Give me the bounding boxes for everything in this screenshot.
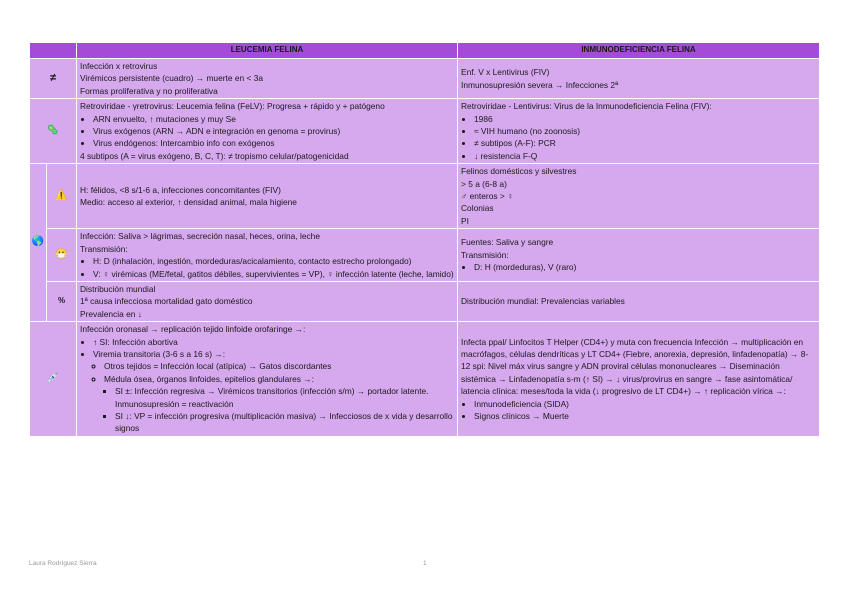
text-paragraph: Infecta ppal/ Linfocitos T Helper (CD4+) y muta con frecuencia Infección → multiplicación en macrófagos, células dendríticas y LT CD4+ (Fiebre, anorexia, depresión, linfadenopatía) → 8-12 spi: Nivel máx virus sangre y ADN proviral células mononucleares → Diseminación sistémica → Linfadenopatía s-m (↑ SI) → ↓ virus/provirus en sangre → fase asintomática/ latencia clínica: meses/toda la vida (↓ progresivo de LT CD4+) → ↑ replicación vírica →: (461, 336, 809, 397)
leu-definicion (77, 59, 458, 99)
fiv-distribucion (458, 281, 820, 321)
list-item: • D: H (mordeduras), V (raro) (474, 261, 816, 273)
fiv-etiologia (458, 99, 820, 164)
text-line: Inmunosupresión severa → Infecciones 2ª (461, 79, 619, 90)
bullet-list (104, 385, 454, 435)
text-line: ♂ enteros > ♀ (461, 191, 514, 202)
row-factores-riesgo (30, 164, 820, 229)
row-distribucion (30, 281, 820, 321)
text-line: 1ª causa infecciosa mortalidad gato doméstico (80, 296, 253, 307)
text-line: Retroviridae - Lentivirus: Virus de la Inmunodeficiencia Felina (FIV): (461, 101, 712, 112)
comparison-table (29, 42, 820, 437)
list-item: • ↓ resistencia F-Q (474, 150, 816, 162)
text-line: Infección x retrovirus (80, 61, 158, 71)
leu-distribucion (77, 281, 458, 321)
list-item: • V: ♀ virémicas (ME/fetal, gatitos débiles, supervivientes = VP), ♀ infección latente (leche, lamido) (93, 268, 454, 280)
fiv-factores (458, 164, 820, 229)
text-line: Virémicos persistente (cuadro) → muerte en < 3a (80, 73, 264, 84)
list-item: ◦ Otros tejidos = Infección local (atípica) → Gatos discordantes (104, 360, 454, 372)
text-line: Retroviridae - γretrovirus: Leucemia felina (FeLV): Progresa + rápido y + patógeno (80, 101, 385, 112)
text-line: 4 subtipos (A = virus exógeno, B, C, T): ≠ tropismo celular/patogenicidad (80, 150, 349, 161)
text-line: Prevalencia en ↓ (80, 308, 142, 319)
list-item: ▪ SI ±: Infección regresiva → Virémicos transitorios (infección s/m) → portador latente. Inmunosupresión = reactivación (115, 385, 454, 410)
leu-patogenia (77, 322, 458, 437)
bullet-list (461, 398, 816, 423)
list-item: • Signos clínicos → Muerte (474, 410, 816, 422)
bullet-list (80, 113, 454, 150)
fiv-transmision (458, 229, 820, 282)
not-equal-icon: ≠ (30, 59, 77, 99)
text-line: PI (461, 215, 469, 226)
bullet-list (461, 261, 816, 273)
list-item: • Inmunodeficiencia (SIDA) (474, 398, 816, 410)
list-item (93, 348, 454, 435)
text-line: > 5 a (6-8 a) (461, 178, 507, 189)
header-leucemia: LEUCEMIA FELINA (77, 43, 458, 59)
row-patogenia (30, 322, 820, 437)
header-inmunodeficiencia: INMUNODEFICIENCIA FELINA (458, 43, 820, 59)
list-item: • 1986 (474, 113, 816, 125)
row-etiologia (30, 99, 820, 164)
text-line: Distribución mundial (80, 283, 156, 294)
fiv-patogenia (458, 322, 820, 437)
leu-etiologia (77, 99, 458, 164)
text-line: Infección oronasal → replicación tejido linfoide orofaringe →: (80, 324, 306, 335)
percent-icon: % (47, 281, 77, 321)
text-line: Formas proliferativa y no proliferativa (80, 85, 218, 96)
footer-author: Laura Rodríguez Sierra (29, 560, 97, 567)
bullet-list (461, 113, 816, 163)
list-item-text: Viremia transitoria (3-6 s a 16 s) →: (93, 348, 226, 359)
list-item: • H: D (inhalación, ingestión, mordeduras/acicalamiento, contacto estrecho prolongado) (93, 255, 454, 267)
list-item: • Virus exógenos (ARN → ADN e integración en genoma = provirus) (93, 125, 454, 137)
leu-transmision (77, 229, 458, 282)
sick-face-icon: 😷 (47, 229, 77, 282)
leu-factores (77, 164, 458, 229)
warning-icon: ⚠️ (47, 164, 77, 229)
list-item: • ↑ SI: Infección abortiva (93, 336, 454, 348)
text-line: Felinos domésticos y silvestres (461, 166, 577, 177)
list-item: ▪ SI ↓: VP = infección progresiva (multiplicación masiva) → Infecciosos de x vida y desarrollo signos (115, 410, 454, 435)
syringe-icon: 💉 (30, 322, 77, 437)
text-line: Distribución mundial: Prevalencias variables (461, 296, 625, 307)
bullet-list (93, 360, 454, 434)
header-row (30, 43, 820, 59)
globe-icon: 🌎 (30, 164, 47, 322)
virus-icon: 🦠 (30, 99, 77, 164)
row-transmision (30, 229, 820, 282)
text-line: Infección: Saliva > lágrimas, secreción nasal, heces, orina, leche (80, 231, 320, 242)
list-item-text: Médula ósea, órganos linfoides, epitelios glandulares →: (104, 373, 314, 384)
text-line: Transmisión: (80, 243, 128, 254)
fiv-definicion (458, 59, 820, 99)
list-item: • Virus endógenos: Intercambio info con exógenos (93, 137, 454, 149)
text-line: Medio: acceso al exterior, ↑ densidad animal, mala higiene (80, 197, 297, 208)
text-line: Colonias (461, 203, 494, 214)
header-blank-cell (30, 43, 77, 59)
list-item (104, 373, 454, 435)
bullet-list (80, 336, 454, 435)
bullet-list (80, 255, 454, 280)
text-line: Transmisión: (461, 249, 509, 260)
list-item: • ≠ subtipos (A-F): PCR (474, 137, 816, 149)
row-definicion (30, 59, 820, 99)
page-number: 1 (423, 560, 427, 567)
text-line: Enf. V x Lentivirus (FIV) (461, 67, 550, 78)
text-line: H: félidos, <8 s/1-6 a, infecciones concomitantes (FIV) (80, 184, 281, 195)
list-item: • ARN envuelto, ↑ mutaciones y muy Se (93, 113, 454, 125)
list-item: • ≈ VIH humano (no zoonosis) (474, 125, 816, 137)
text-line: Fuentes: Saliva y sangre (461, 237, 554, 248)
